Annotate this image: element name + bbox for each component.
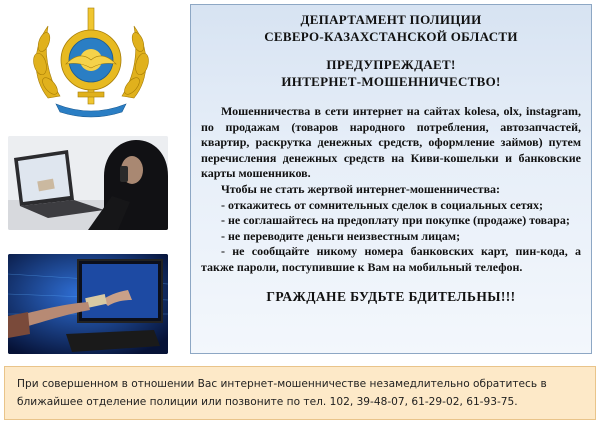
tip-item: - не переводите деньги неизвестным лицам; [221, 228, 461, 243]
warns-heading: ПРЕДУПРЕЖДАЕТ! [326, 57, 456, 72]
fraud-description: Мошенничества в сети интернет на сайтах kolesa, olx, instagram, по продажам (товаров народного потребления, автозапчастей, квартир, раскрутка денежных средств, оформление займов) путем перечисления денежных средств на Киви-кошельки и банковские карты мошенников. [201, 104, 581, 181]
footer-text: При совершенном в отношении Вас интернет-мошенничестве незамедлительно обратитесь в ближайшее отделение полиции или позвоните по тел. 102, 39-48-07, 61-29-02, 61-93-75. [17, 378, 547, 408]
contact-footer [4, 366, 596, 420]
warning-notice [190, 4, 592, 354]
notice-body [201, 104, 581, 276]
tip-item: - не соглашайтесь на предоплату при покупке (продаже) товара; [221, 213, 570, 228]
police-emblem [26, 4, 156, 120]
closing-appeal: ГРАЖДАНЕ БУДЬТЕ БДИТЕЛЬНЫ!!! [266, 288, 516, 304]
department-title-line2: СЕВЕРО-КАЗАХСТАНСКОЙ ОБЛАСТИ [264, 29, 518, 44]
department-title-line1: ДЕПАРТАМЕНТ ПОЛИЦИИ [300, 12, 482, 27]
tip-item: - не сообщайте никому номера банковских карт, пин-кода, а также пароли, поступившие к Вам на мобильный телефон. [201, 244, 581, 274]
tips-intro: Чтобы не стать жертвой интернет-мошенничества: [221, 181, 501, 196]
money-transfer-photo [8, 254, 168, 354]
topic-heading: ИНТЕРНЕТ-МОШЕННИЧЕСТВО! [281, 74, 501, 89]
hacker-photo [8, 136, 168, 230]
tip-item: - откажитесь от сомнительных сделок в социальных сетях; [221, 197, 544, 212]
